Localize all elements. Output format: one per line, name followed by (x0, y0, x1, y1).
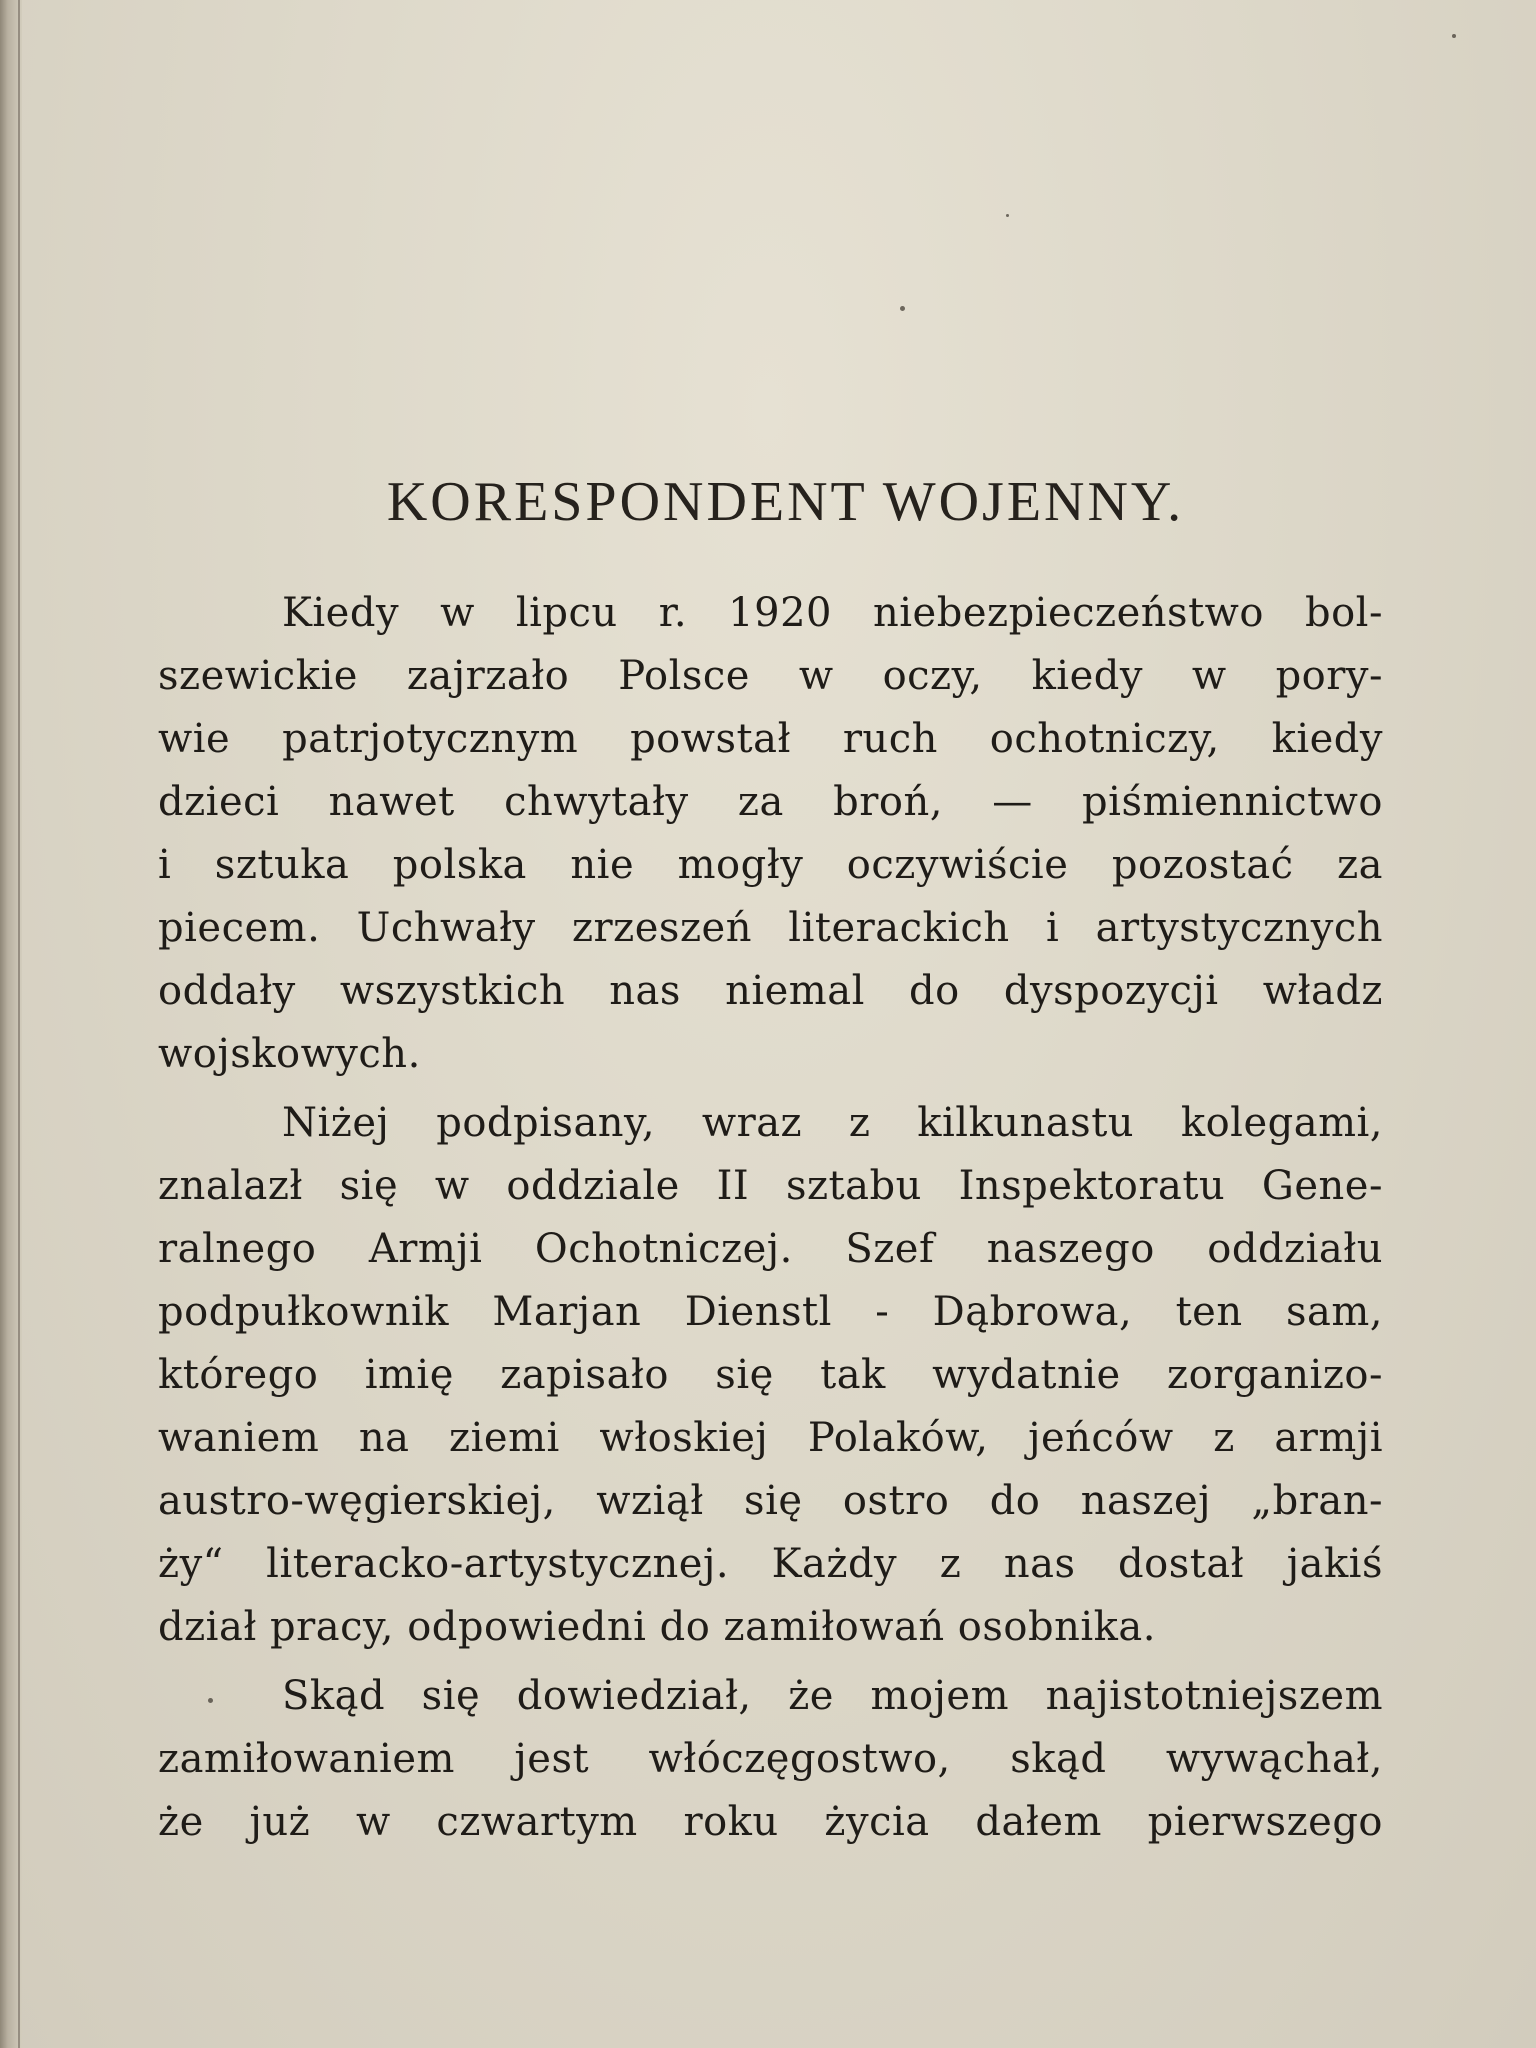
text-line: szewickie zajrzało Polsce w oczy, kiedy w pory- (158, 653, 1383, 699)
text-line: dzieci nawet chwytały za broń, — piśmiennictwo (158, 779, 1383, 825)
paragraph-1 (158, 582, 1383, 1086)
text-line: ży“ literacko-artystycznej. Każdy z nas dostał jakiś (158, 1541, 1383, 1587)
text-line: znalazł się w oddziale II sztabu Inspektoratu Gene- (158, 1163, 1383, 1209)
text-line: dział pracy, odpowiedni do zamiłowań osobnika. (158, 1604, 1156, 1650)
text-line: Skąd się dowiedział, że mojem najistotniejszem (282, 1673, 1383, 1719)
text-line: Kiedy w lipcu r. 1920 niebezpieczeństwo bol- (282, 590, 1383, 636)
paragraph-3 (158, 1665, 1383, 1854)
text-line: zamiłowaniem jest włóczęgostwo, skąd wywąchał, (158, 1736, 1383, 1782)
text-line: którego imię zapisało się tak wydatnie zorganizo- (158, 1352, 1383, 1398)
paper-speck (1452, 34, 1456, 38)
text-line: piecem. Uchwały zrzeszeń literackich i artystycznych (158, 905, 1383, 951)
text-line: austro-węgierskiej, wziął się ostro do naszej „bran- (158, 1478, 1383, 1524)
paper-speck (900, 306, 905, 311)
text-line: że już w czwartym roku życia dałem pierwszego (158, 1799, 1383, 1845)
text-line: oddały wszystkich nas niemal do dyspozycji władz (158, 968, 1383, 1014)
text-line: podpułkownik Marjan Dienstl - Dąbrowa, ten sam, (158, 1289, 1383, 1335)
text-line: i sztuka polska nie mogły oczywiście pozostać za (158, 842, 1383, 888)
text-line: ralnego Armji Ochotniczej. Szef naszego oddziału (158, 1226, 1383, 1272)
text-line: waniem na ziemi włoskiej Polaków, jeńców z armji (158, 1415, 1383, 1461)
text-line: wojskowych. (158, 1031, 421, 1077)
page-title: KORESPONDENT WOJENNY. (386, 471, 1185, 533)
paper-speck (1006, 214, 1009, 217)
paragraph-2 (158, 1092, 1383, 1659)
text-line: Niżej podpisany, wraz z kilkunastu kolegami, (282, 1100, 1383, 1146)
document-body (158, 470, 1383, 1860)
page-binding-line (18, 0, 20, 2048)
text-line: wie patrjotycznym powstał ruch ochotniczy, kiedy (158, 716, 1383, 762)
